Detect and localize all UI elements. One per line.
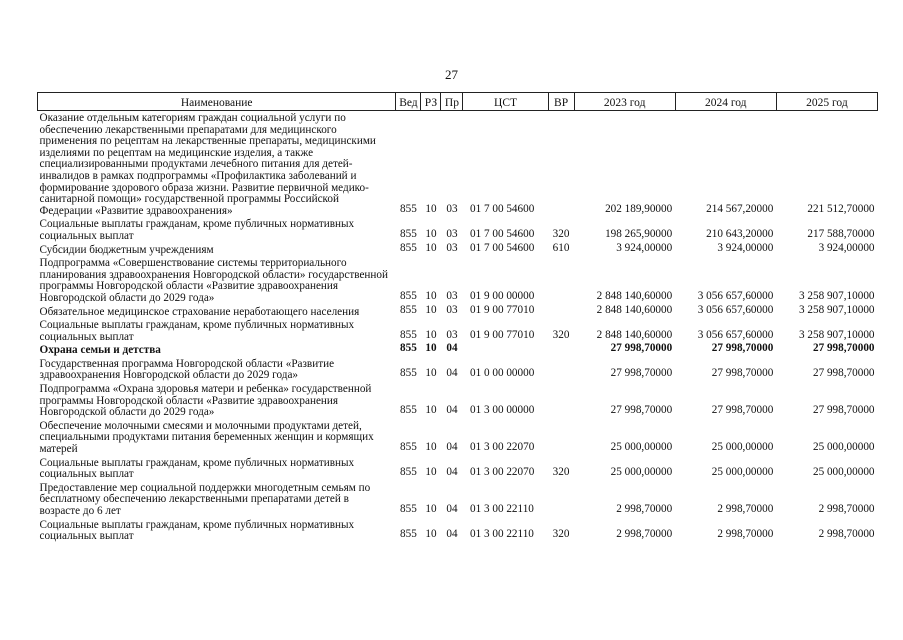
row-2025-cell: 221 512,70000 — [807, 202, 875, 215]
row-2023-cell: 25 000,00000 — [610, 466, 673, 479]
table-row — [38, 518, 878, 543]
row-cst-cell: 01 7 00 54600 — [469, 241, 535, 254]
row-vr-cell — [548, 382, 574, 419]
row-2025-cell: 2 998,70000 — [818, 528, 875, 541]
row-vr-cell: 320 — [552, 328, 570, 341]
row-2024-cell: 210 643,20000 — [706, 227, 774, 240]
row-pr-cell: 03 — [446, 227, 458, 240]
row-2023-cell: 2 998,70000 — [616, 528, 673, 541]
header-2024: 2024 год — [675, 93, 776, 111]
row-pr-cell: 04 — [446, 342, 458, 355]
row-ved-cell: 855 — [400, 202, 417, 215]
table-row — [38, 481, 878, 518]
row-name-cell: Социальные выплаты гражданам, кроме публичных нормативных социальных выплат — [39, 218, 355, 242]
row-cst-cell: 01 3 00 22110 — [469, 528, 534, 541]
row-name-cell: Охрана семьи и детства — [39, 344, 161, 357]
row-pr-cell: 03 — [446, 328, 458, 341]
table-row — [38, 217, 878, 242]
row-2023-cell: 2 848 140,60000 — [596, 289, 673, 302]
row-2025-cell: 27 998,70000 — [812, 404, 875, 417]
table-row — [38, 419, 878, 456]
table-row — [38, 256, 878, 304]
row-pr-cell: 04 — [446, 466, 458, 479]
row-cst-cell: 01 3 00 22110 — [469, 503, 534, 515]
header-cst: ЦСТ — [463, 93, 548, 111]
row-name-cell: Государственная программа Новгородской области «Развитие здравоохранения Новгородской области до 2029 года» — [39, 357, 335, 382]
row-2025-cell: 25 000,00000 — [812, 466, 875, 479]
row-rz-cell: 10 — [425, 466, 437, 479]
row-2025-cell: 3 258 907,10000 — [798, 328, 875, 341]
row-cst-cell: 01 7 00 54600 — [469, 202, 535, 215]
row-ved-cell: 855 — [400, 289, 417, 302]
row-rz-cell: 10 — [425, 342, 437, 355]
header-ved: Вед — [396, 93, 421, 111]
row-name-cell: Субсидии бюджетным учреждениям — [39, 243, 214, 256]
row-rz-cell: 10 — [425, 202, 437, 215]
row-ved-cell: 855 — [400, 342, 417, 355]
row-vr-cell — [548, 481, 574, 518]
page-number: 27 — [445, 67, 458, 82]
row-rz-cell: 10 — [425, 404, 437, 417]
budget-table — [37, 92, 878, 543]
row-name-cell: Подпрограмма «Совершенствование системы территориального планирования здравоохранения Новгородской области» государственной программы Новгородской области «Развитие здравоохранения Новгородской области до 2029 года» — [39, 257, 388, 304]
row-ved-cell: 855 — [400, 227, 417, 240]
row-vr-cell: 320 — [552, 227, 570, 240]
row-2025-cell: 217 588,70000 — [807, 227, 875, 240]
row-name-cell: Социальные выплаты гражданам, кроме публичных нормативных социальных выплат — [39, 319, 355, 343]
row-name-cell: Социальные выплаты гражданам, кроме публичных нормативных социальных выплат — [39, 456, 355, 481]
row-2024-cell: 2 998,70000 — [717, 503, 774, 515]
table-row — [38, 243, 878, 257]
row-cst-cell: 01 9 00 77010 — [469, 303, 535, 316]
row-vr-cell: 320 — [552, 528, 570, 541]
row-cst-cell: 01 3 00 22070 — [469, 441, 535, 454]
row-cst-cell: 01 3 00 22070 — [469, 466, 535, 479]
row-2024-cell: 27 998,70000 — [711, 404, 774, 417]
row-name-cell: Социальные выплаты гражданам, кроме публичных нормативных социальных выплат — [39, 518, 355, 543]
table-row — [38, 305, 878, 319]
header-rz: РЗ — [421, 93, 441, 111]
table-row — [38, 318, 878, 343]
header-2025: 2025 год — [776, 93, 877, 111]
row-2023-cell: 27 998,70000 — [610, 342, 673, 355]
table-row — [38, 111, 878, 218]
row-ved-cell: 855 — [400, 328, 417, 341]
row-2024-cell: 27 998,70000 — [711, 367, 774, 380]
row-2023-cell: 2 848 140,60000 — [596, 303, 673, 316]
row-2023-cell: 2 998,70000 — [616, 503, 673, 515]
row-pr-cell: 04 — [446, 503, 458, 515]
row-2024-cell: 3 056 657,60000 — [697, 328, 774, 341]
row-vr-cell — [548, 111, 574, 218]
table-row — [38, 343, 878, 357]
table-row — [38, 382, 878, 419]
row-2023-cell: 202 189,90000 — [605, 202, 673, 215]
row-2023-cell: 25 000,00000 — [610, 441, 673, 454]
row-vr-cell — [548, 256, 574, 304]
row-ved-cell: 855 — [400, 367, 417, 380]
table-body — [38, 111, 878, 543]
row-rz-cell: 10 — [425, 367, 437, 380]
row-rz-cell: 10 — [425, 328, 437, 341]
row-2024-cell: 3 056 657,60000 — [697, 303, 774, 316]
table-row — [38, 456, 878, 481]
row-2025-cell: 3 924,00000 — [818, 241, 875, 254]
row-rz-cell: 10 — [425, 528, 437, 541]
row-pr-cell: 04 — [446, 441, 458, 454]
row-2024-cell: 3 056 657,60000 — [697, 289, 774, 302]
row-name-cell: Обеспечение молочными смесями и молочными продуктами детей, специальными продуктами питания беременных женщин и кормящих матерей — [39, 419, 374, 456]
row-pr-cell: 03 — [446, 202, 458, 215]
row-ved-cell: 855 — [400, 441, 417, 454]
row-pr-cell: 04 — [446, 528, 458, 541]
row-2023-cell: 198 265,90000 — [605, 227, 673, 240]
row-rz-cell: 10 — [425, 441, 437, 454]
row-rz-cell: 10 — [425, 241, 437, 254]
row-name-cell: Обязательное медицинское страхование неработающего населения — [39, 305, 360, 318]
row-rz-cell: 10 — [425, 503, 437, 515]
row-vr-cell — [548, 343, 574, 357]
row-cst-cell: 01 3 00 00000 — [469, 404, 535, 417]
row-2024-cell: 27 998,70000 — [711, 342, 774, 355]
row-vr-cell: 320 — [552, 466, 570, 479]
row-vr-cell — [548, 305, 574, 319]
row-pr-cell: 04 — [446, 367, 458, 380]
row-cst-cell: 01 0 00 00000 — [469, 367, 535, 380]
row-ved-cell: 855 — [400, 503, 417, 515]
row-cst-cell: 01 9 00 77010 — [469, 328, 535, 341]
row-2024-cell: 25 000,00000 — [711, 466, 774, 479]
row-vr-cell: 610 — [552, 241, 570, 254]
row-rz-cell: 10 — [425, 303, 437, 316]
row-2024-cell: 2 998,70000 — [717, 528, 774, 541]
row-2024-cell: 3 924,00000 — [717, 241, 774, 254]
row-cst-cell — [463, 343, 548, 357]
row-2023-cell: 27 998,70000 — [610, 367, 673, 380]
row-ved-cell: 855 — [400, 303, 417, 316]
row-ved-cell: 855 — [400, 528, 417, 541]
row-name-cell: Оказание отдельным категориям граждан социальной услуги по обеспечению лекарственными препаратами для медицинского применения по рецептам на лекарственные препараты, медицинскими изделиями по рецептам на медицинские изделия, а также специализированными продуктами лечебного питания для детей-инвалидов в рамках подпрограммы «Профилактика заболеваний и формирование здорового образа жизни. Развитие первичной медико-санитарной помощи» государственной программы Российской Федерации «Развитие здравоохранения» — [39, 112, 376, 217]
row-2025-cell: 3 258 907,10000 — [798, 303, 875, 316]
header-name: Наименование — [38, 93, 396, 111]
row-pr-cell: 03 — [446, 241, 458, 254]
row-name-cell: Подпрограмма «Охрана здоровья матери и ребенка» государственной программы Новгородской области «Развитие здравоохранения Новгородской области до 2029 года» — [39, 383, 372, 419]
row-pr-cell: 04 — [446, 404, 458, 417]
row-cst-cell: 01 7 00 54600 — [469, 227, 535, 240]
row-2023-cell: 27 998,70000 — [610, 404, 673, 417]
row-2025-cell: 27 998,70000 — [812, 367, 875, 380]
row-ved-cell: 855 — [400, 404, 417, 417]
row-2023-cell: 3 924,00000 — [616, 241, 673, 254]
row-cst-cell: 01 9 00 00000 — [469, 289, 535, 302]
row-pr-cell: 03 — [446, 289, 458, 302]
row-ved-cell: 855 — [400, 241, 417, 254]
header-pr: Пр — [441, 93, 463, 111]
row-2024-cell: 25 000,00000 — [711, 441, 774, 454]
table-header — [38, 93, 878, 111]
row-rz-cell: 10 — [425, 227, 437, 240]
row-2024-cell: 214 567,20000 — [706, 202, 774, 215]
row-2025-cell: 3 258 907,10000 — [798, 289, 875, 302]
row-rz-cell: 10 — [425, 289, 437, 302]
row-2025-cell: 25 000,00000 — [812, 441, 875, 454]
row-ved-cell: 855 — [400, 466, 417, 479]
header-2023: 2023 год — [574, 93, 675, 111]
table-row — [38, 357, 878, 382]
row-pr-cell: 03 — [446, 303, 458, 316]
row-2025-cell: 27 998,70000 — [812, 342, 875, 355]
row-2025-cell: 2 998,70000 — [818, 503, 875, 515]
row-vr-cell — [548, 419, 574, 456]
row-name-cell: Предоставление мер социальной поддержки многодетным семьям по бесплатному обеспечению лекарственными препаратами детей в возрасте до 6 лет — [39, 481, 371, 517]
row-2023-cell: 2 848 140,60000 — [596, 328, 673, 341]
header-vr: ВР — [548, 93, 574, 111]
row-vr-cell — [548, 357, 574, 382]
